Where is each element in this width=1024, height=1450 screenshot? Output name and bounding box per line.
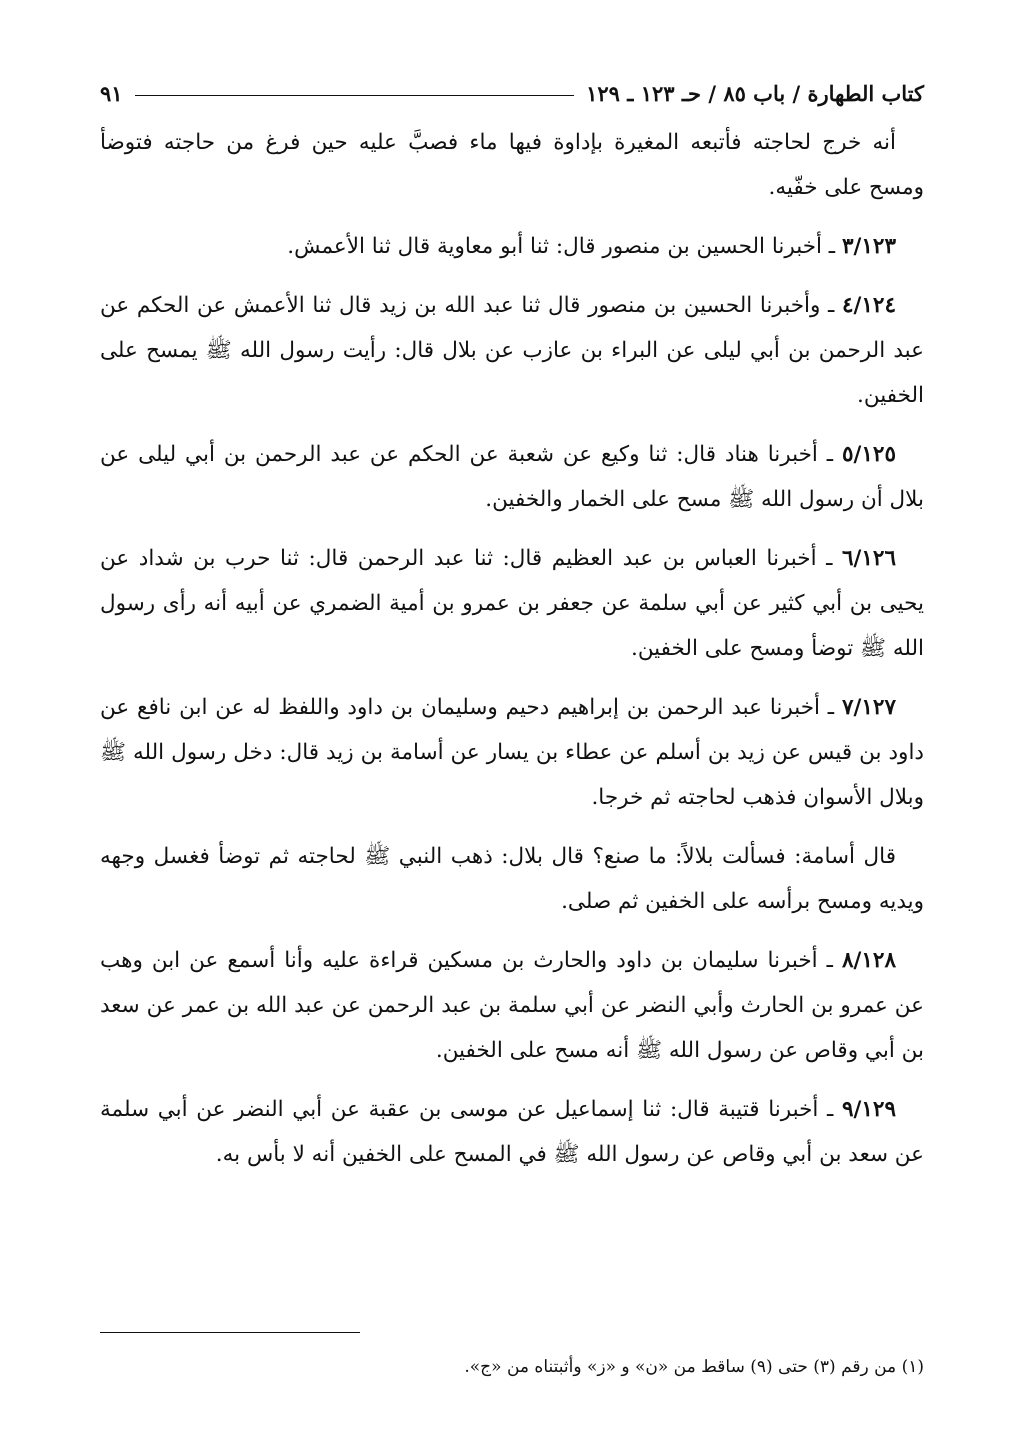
paragraph-text: ـ أخبرنا عبد الرحمن بن إبراهيم دحيم وسليمان بن داود واللفظ له عن ابن نافع عن داود بن قيس عن زيد بن أسلم عن عطاء بن يسار عن أسامة بن زيد قال: دخل رسول الله ﷺ وبلال الأسوان فذهب لحاجته ثم خرجا. [100, 695, 924, 810]
hadith-number: ٧/١٢٧ [841, 695, 896, 720]
hadith-paragraph [100, 536, 924, 671]
hadith-number: ٩/١٢٩ [841, 1097, 896, 1122]
paragraph-text: ـ أخبرنا الحسين بن منصور قال: ثنا أبو معاوية قال ثنا الأعمش. [287, 234, 842, 259]
paragraph-text: ـ وأخبرنا الحسين بن منصور قال ثنا عبد الله بن زيد قال ثنا الأعمش عن الحكم عن عبد الرحمن بن أبي ليلى عن البراء بن عازب عن بلال قال: رأيت رسول الله ﷺ يمسح على الخفين. [100, 293, 924, 408]
footnote-rule [100, 1332, 360, 1333]
hadith-number: ٣/١٢٣ [841, 234, 896, 259]
paragraph-continuation [100, 834, 924, 924]
hadith-number: ٨/١٢٨ [841, 948, 896, 973]
hadith-paragraph [100, 432, 924, 522]
hadith-paragraph [100, 938, 924, 1073]
hadith-paragraph [100, 283, 924, 418]
header-rule [135, 95, 575, 96]
hadith-number: ٤/١٢٤ [841, 293, 896, 318]
hadith-number: ٦/١٢٦ [841, 546, 896, 571]
hadith-number: ٥/١٢٥ [841, 442, 896, 467]
hadith-paragraph [100, 1087, 924, 1177]
paragraph-text: ـ أخبرنا قتيبة قال: ثنا إسماعيل عن موسى بن عقبة عن أبي النضر عن أبي سلمة عن سعد بن أبي وقاص عن رسول الله ﷺ في المسح على الخفين أنه لا بأس به. [100, 1097, 924, 1167]
paragraph-text: ـ أخبرنا سليمان بن داود والحارث بن مسكين قراءة عليه وأنا أسمع عن ابن وهب عن عمرو بن الحارث وأبي النضر عن أبي سلمة بن عبد الرحمن عن عبد الله بن عمر عن سعد بن أبي وقاص عن رسول الله ﷺ أنه مسح على الخفين. [100, 948, 924, 1063]
page-body [100, 120, 924, 1177]
paragraph-text: ـ أخبرنا العباس بن عبد العظيم قال: ثنا عبد الرحمن قال: ثنا حرب بن شداد عن يحيى بن أبي كثير عن أبي سلمة عن جعفر بن عمرو بن أمية الضمري عن أبيه أنه رأى رسول الله ﷺ توضأ ومسح على الخفين. [100, 546, 924, 661]
hadith-paragraph [100, 224, 924, 269]
running-title: كتاب الطهارة / باب ٨٥ / حـ ١٢٣ ـ ١٢٩ [586, 80, 924, 106]
running-header [100, 70, 924, 116]
paragraph-text: أنه خرج لحاجته فأتبعه المغيرة بإداوة فيها ماء فصبَّ عليه حين فرغ من حاجته فتوضأ ومسح على خفّيه. [100, 130, 924, 200]
paragraph-text: ـ أخبرنا هناد قال: ثنا وكيع عن شعبة عن الحكم عن عبد الرحمن بن أبي ليلى عن بلال أن رسول الله ﷺ مسح على الخمار والخفين. [100, 442, 924, 512]
hadith-paragraph [100, 685, 924, 820]
page-number: ٩١ [100, 80, 123, 106]
paragraph-text: قال أسامة: فسألت بلالاً: ما صنع؟ قال بلال: ذهب النبي ﷺ لحاجته ثم توضأ فغسل وجهه ويديه ومسح برأسه على الخفين ثم صلى. [100, 844, 924, 914]
paragraph-continuation [100, 120, 924, 210]
footnote: (١) من رقم (٣) حتى (٩) ساقط من «ن» و «ز» وأثبتناه من «ج». [464, 1357, 924, 1377]
book-page [100, 70, 924, 1450]
